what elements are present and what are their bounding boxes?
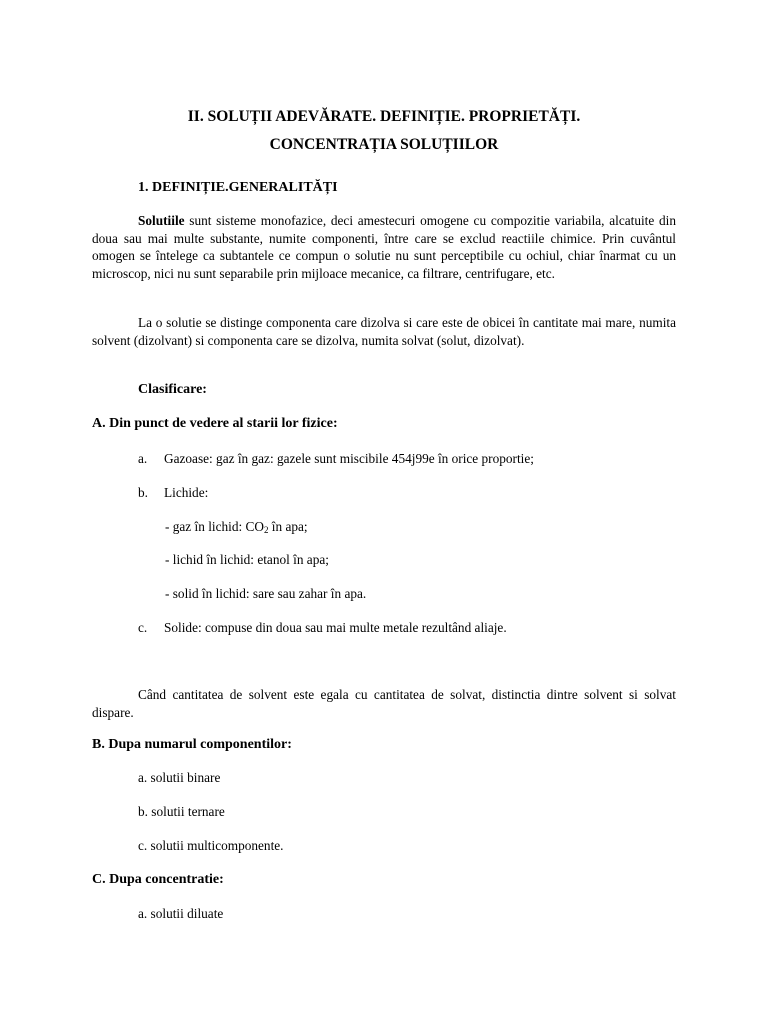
document-title-line1: II. SOLUȚII ADEVĂRATE. DEFINIȚIE. PROPRIETĂȚI. (187, 108, 581, 125)
list-item-a-gazoase (138, 450, 534, 468)
paragraph-solvent-solvat: La o solutie se distinge componenta care dizolva si care este de obicei în cantitate mai mare, numita solvent (dizolvant) si componenta care se dizolva, numita solvat (solut, dizolvat). (92, 315, 676, 348)
paragraph-solvent-equal: Când cantitatea de solvent este egala cu cantitatea de solvat, distinctia dintre solvent si solvat dispare. (92, 687, 676, 720)
list-marker: a. (138, 451, 148, 466)
list-item-solutii-multicomponente: c. solutii multicomponente. (138, 838, 284, 853)
sub-item-lichid-in-lichid: - lichid în lichid: etanol în apa; (165, 552, 329, 567)
list-item-text: Gazoase: gaz în gaz: gazele sunt miscibile 454j99e în orice proportie; (164, 451, 534, 466)
sub-item-gaz-in-lichid (165, 518, 308, 536)
section-1-heading: 1. DEFINIȚIE.GENERALITĂȚI (138, 180, 338, 195)
list-item-text: Lichide: (164, 485, 209, 500)
list-item-b-lichide (138, 484, 208, 502)
section-c-heading: C. Dupa concentratie: (92, 872, 224, 887)
section-a-heading: A. Din punct de vedere al starii lor fizice: (92, 416, 338, 431)
sub-item-text: în apa; (268, 519, 308, 534)
list-marker: b. (138, 485, 148, 500)
list-item-c-solide (138, 619, 507, 637)
list-item-solutii-ternare: b. solutii ternare (138, 804, 225, 819)
clasificare-heading: Clasificare: (138, 382, 207, 397)
section-b-heading: B. Dupa numarul componentilor: (92, 737, 292, 752)
document-title-line2: CONCENTRAȚIA SOLUȚIILOR (269, 136, 499, 153)
sub-item-solid-in-lichid: - solid în lichid: sare sau zahar în apa. (165, 586, 367, 601)
sub-item-text: - gaz în lichid: CO (165, 519, 264, 534)
list-item-solutii-diluate: a. solutii diluate (138, 906, 224, 921)
paragraph-solutii-definition (92, 212, 676, 282)
paragraph-solutii-text: sunt sisteme monofazice, deci amestecuri omogene cu compozitie variabila, alcatuite din doua sau mai multe substante, numite componenti, între care se exclud reactiile chimice. Prin cuvântul omogen se întelege ca subtantele ce compun o solutie nu sunt perceptibile cu ochiul, chiar înarmat cu un microscop, nici nu sunt separabile prin mijloace mecanice, ca filtrare, centrifugare, etc. (92, 213, 676, 281)
list-item-text: Solide: compuse din doua sau mai multe metale rezultând aliaje. (164, 620, 507, 635)
list-marker: c. (138, 620, 148, 635)
bold-term-solutiile: Solutiile (138, 213, 185, 228)
list-item-solutii-binare: a. solutii binare (138, 770, 221, 785)
subscript-2: 2 (263, 525, 269, 535)
